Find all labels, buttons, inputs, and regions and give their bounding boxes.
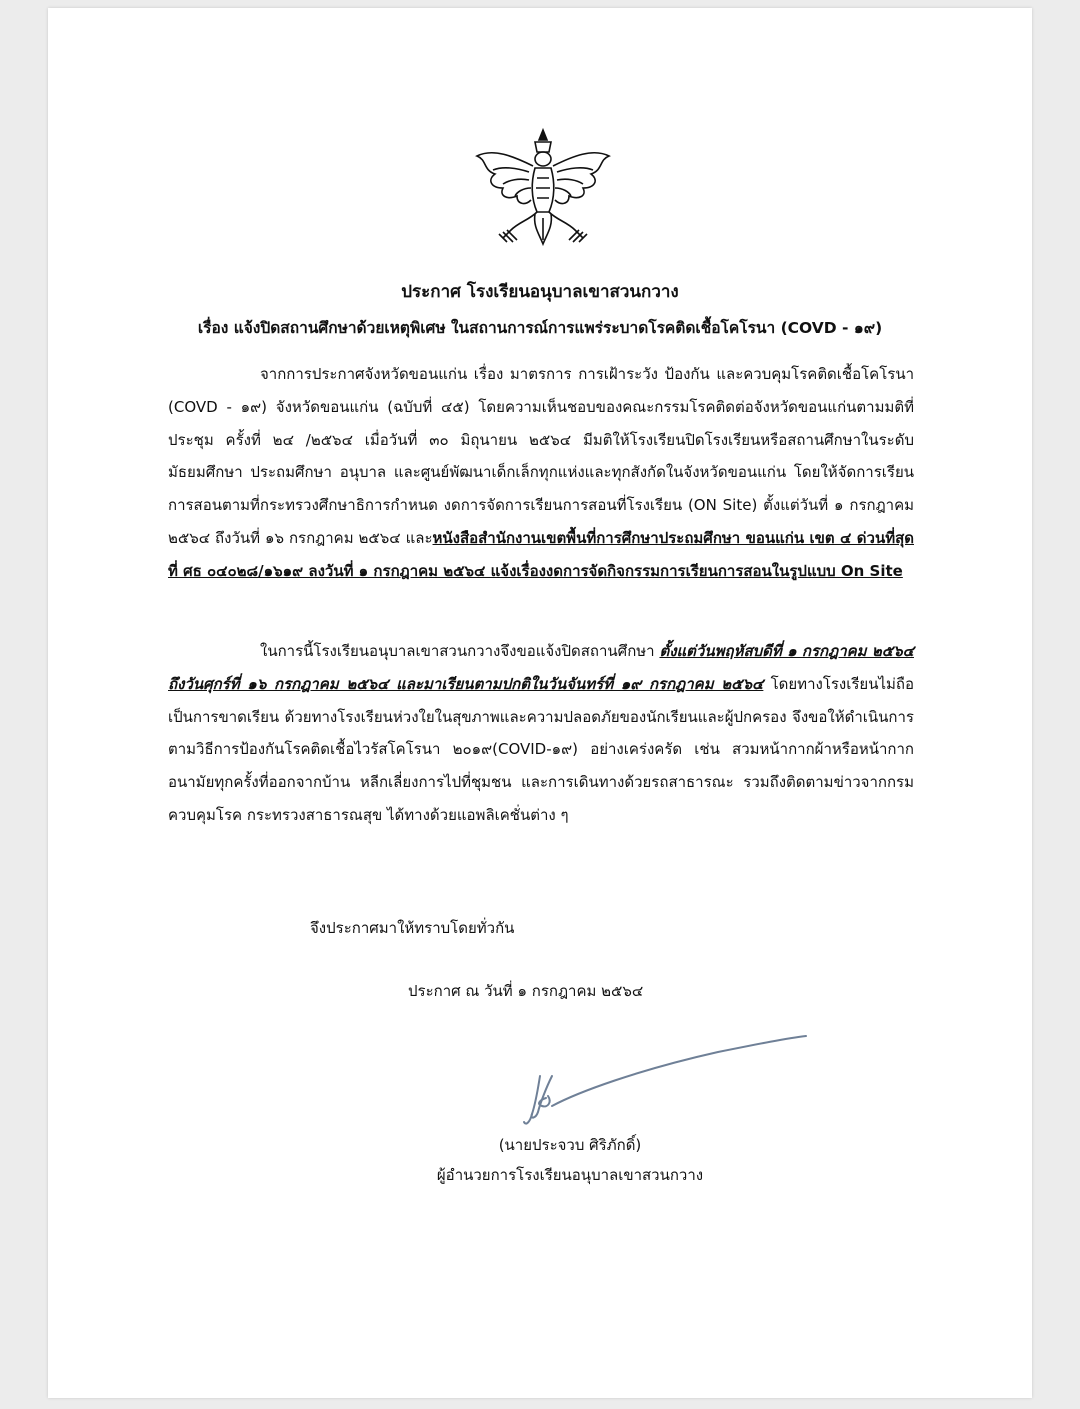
announcement-date: ประกาศ ณ วันที่ ๑ กรกฎาคม ๒๕๖๔: [408, 982, 644, 1000]
signature-icon: [518, 1026, 818, 1136]
paragraph-2-lead: ในการนี้โรงเรียนอนุบาลเขาสวนกวางจึงขอแจ้งปิดสถานศึกษา: [260, 642, 660, 660]
signer-position: ผู้อำนวยการโรงเรียนอนุบาลเขาสวนกวาง: [436, 1166, 704, 1184]
paragraph-2-emphasis: ตั้งแต่วันพฤหัสบดีที่ ๑ กรกฎาคม ๒๕๖๔ ถึงวันศุกร์ที่ ๑๖ กรกฎาคม ๒๕๖๔ และมาเรียนตามปกติในวันจันทร์ที่ ๑๙ กรกฎาคม ๒๕๖๔: [168, 642, 914, 693]
signer-name: (นายประจวบ ศิริภักดิ์): [498, 1136, 642, 1154]
garuda-emblem-icon: [473, 126, 613, 248]
announcement-subject: เรื่อง แจ้งปิดสถานศึกษาด้วยเหตุพิเศษ ในสถานการณ์การแพร่ระบาดโรคติดเชื้อโคโรนา (COVD - ๑๙): [197, 319, 883, 337]
document-page: [48, 8, 1032, 1398]
announcement-title: ประกาศ โรงเรียนอนุบาลเขาสวนกวาง: [401, 282, 679, 302]
paragraph-1-text: จากการประกาศจังหวัดขอนแก่น เรื่อง มาตรการ การเฝ้าระวัง ป้องกัน และควบคุมโรคติดเชื้อโคโรนา (COVD - ๑๙) จังหวัดขอนแก่น (ฉบับที่ ๔๕) โดยความเห็นชอบของคณะกรรมโรคติดต่อจังหวัดขอนแก่นตามมติที่ประชุม ครั้งที่ ๒๔ /๒๕๖๔ เมื่อวันที่ ๓๐ มิถุนายน ๒๕๖๔ มีมติให้โรงเรียนปิดโรงเรียนหรือสถานศึกษาในระดับมัธยมศึกษา ประถมศึกษา อนุบาล และศูนย์พัฒนาเด็กเล็กทุกแห่งและทุกสังกัดในจังหวัดขอนแก่น โดยให้จัดการเรียนการสอนตามที่กระทรวงศึกษาธิการกำหนด งดการจัดการเรียนการสอนที่โรงเรียน (ON Site) ตั้งแต่วันที่ ๑ กรกฎาคม ๒๕๖๔ ถึงวันที่ ๑๖ กรกฎาคม ๒๕๖๔ และ: [168, 365, 914, 547]
paragraph-1: [168, 358, 914, 588]
closing-statement: จึงประกาศมาให้ทราบโดยทั่วกัน: [310, 919, 515, 937]
paragraph-2-rest: โดยทางโรงเรียนไม่ถือเป็นการขาดเรียน ด้วยทางโรงเรียนห่วงใยในสุขภาพและความปลอดภัยของนักเรียนและผู้ปกครอง จึงขอให้ดำเนินการตามวิธีการป้องกันโรคติดเชื้อไวรัสโคโรนา ๒๐๑๙(COVID-๑๙) อย่างเคร่งครัด เช่น สวมหน้ากากผ้าหรือหน้ากากอนามัยทุกครั้งที่ออกจากบ้าน หลีกเลี่ยงการไปที่ชุมชน และการเดินทางด้วยรถสาธารณะ รวมถึงติดตามข่าวจากกรมควบคุมโรค กระทรวงสาธารณสุข ได้ทางด้วยแอพลิเคชั่นต่าง ๆ: [168, 674, 915, 824]
paragraph-1-emphasis: หนังสือสำนักงานเขตพื้นที่การศึกษาประถมศึกษา ขอนแก่น เขต ๔ ด่วนที่สุด ที่ ศธ ๐๔๐๒๘/๑๖๑๙ ลงวันที่ ๑ กรกฎาคม ๒๕๖๔ แจ้งเรื่องงดการจัดกิจกรรมการเรียนการสอนในรูปแบบ On Site: [168, 528, 914, 580]
paragraph-2: [168, 635, 914, 832]
